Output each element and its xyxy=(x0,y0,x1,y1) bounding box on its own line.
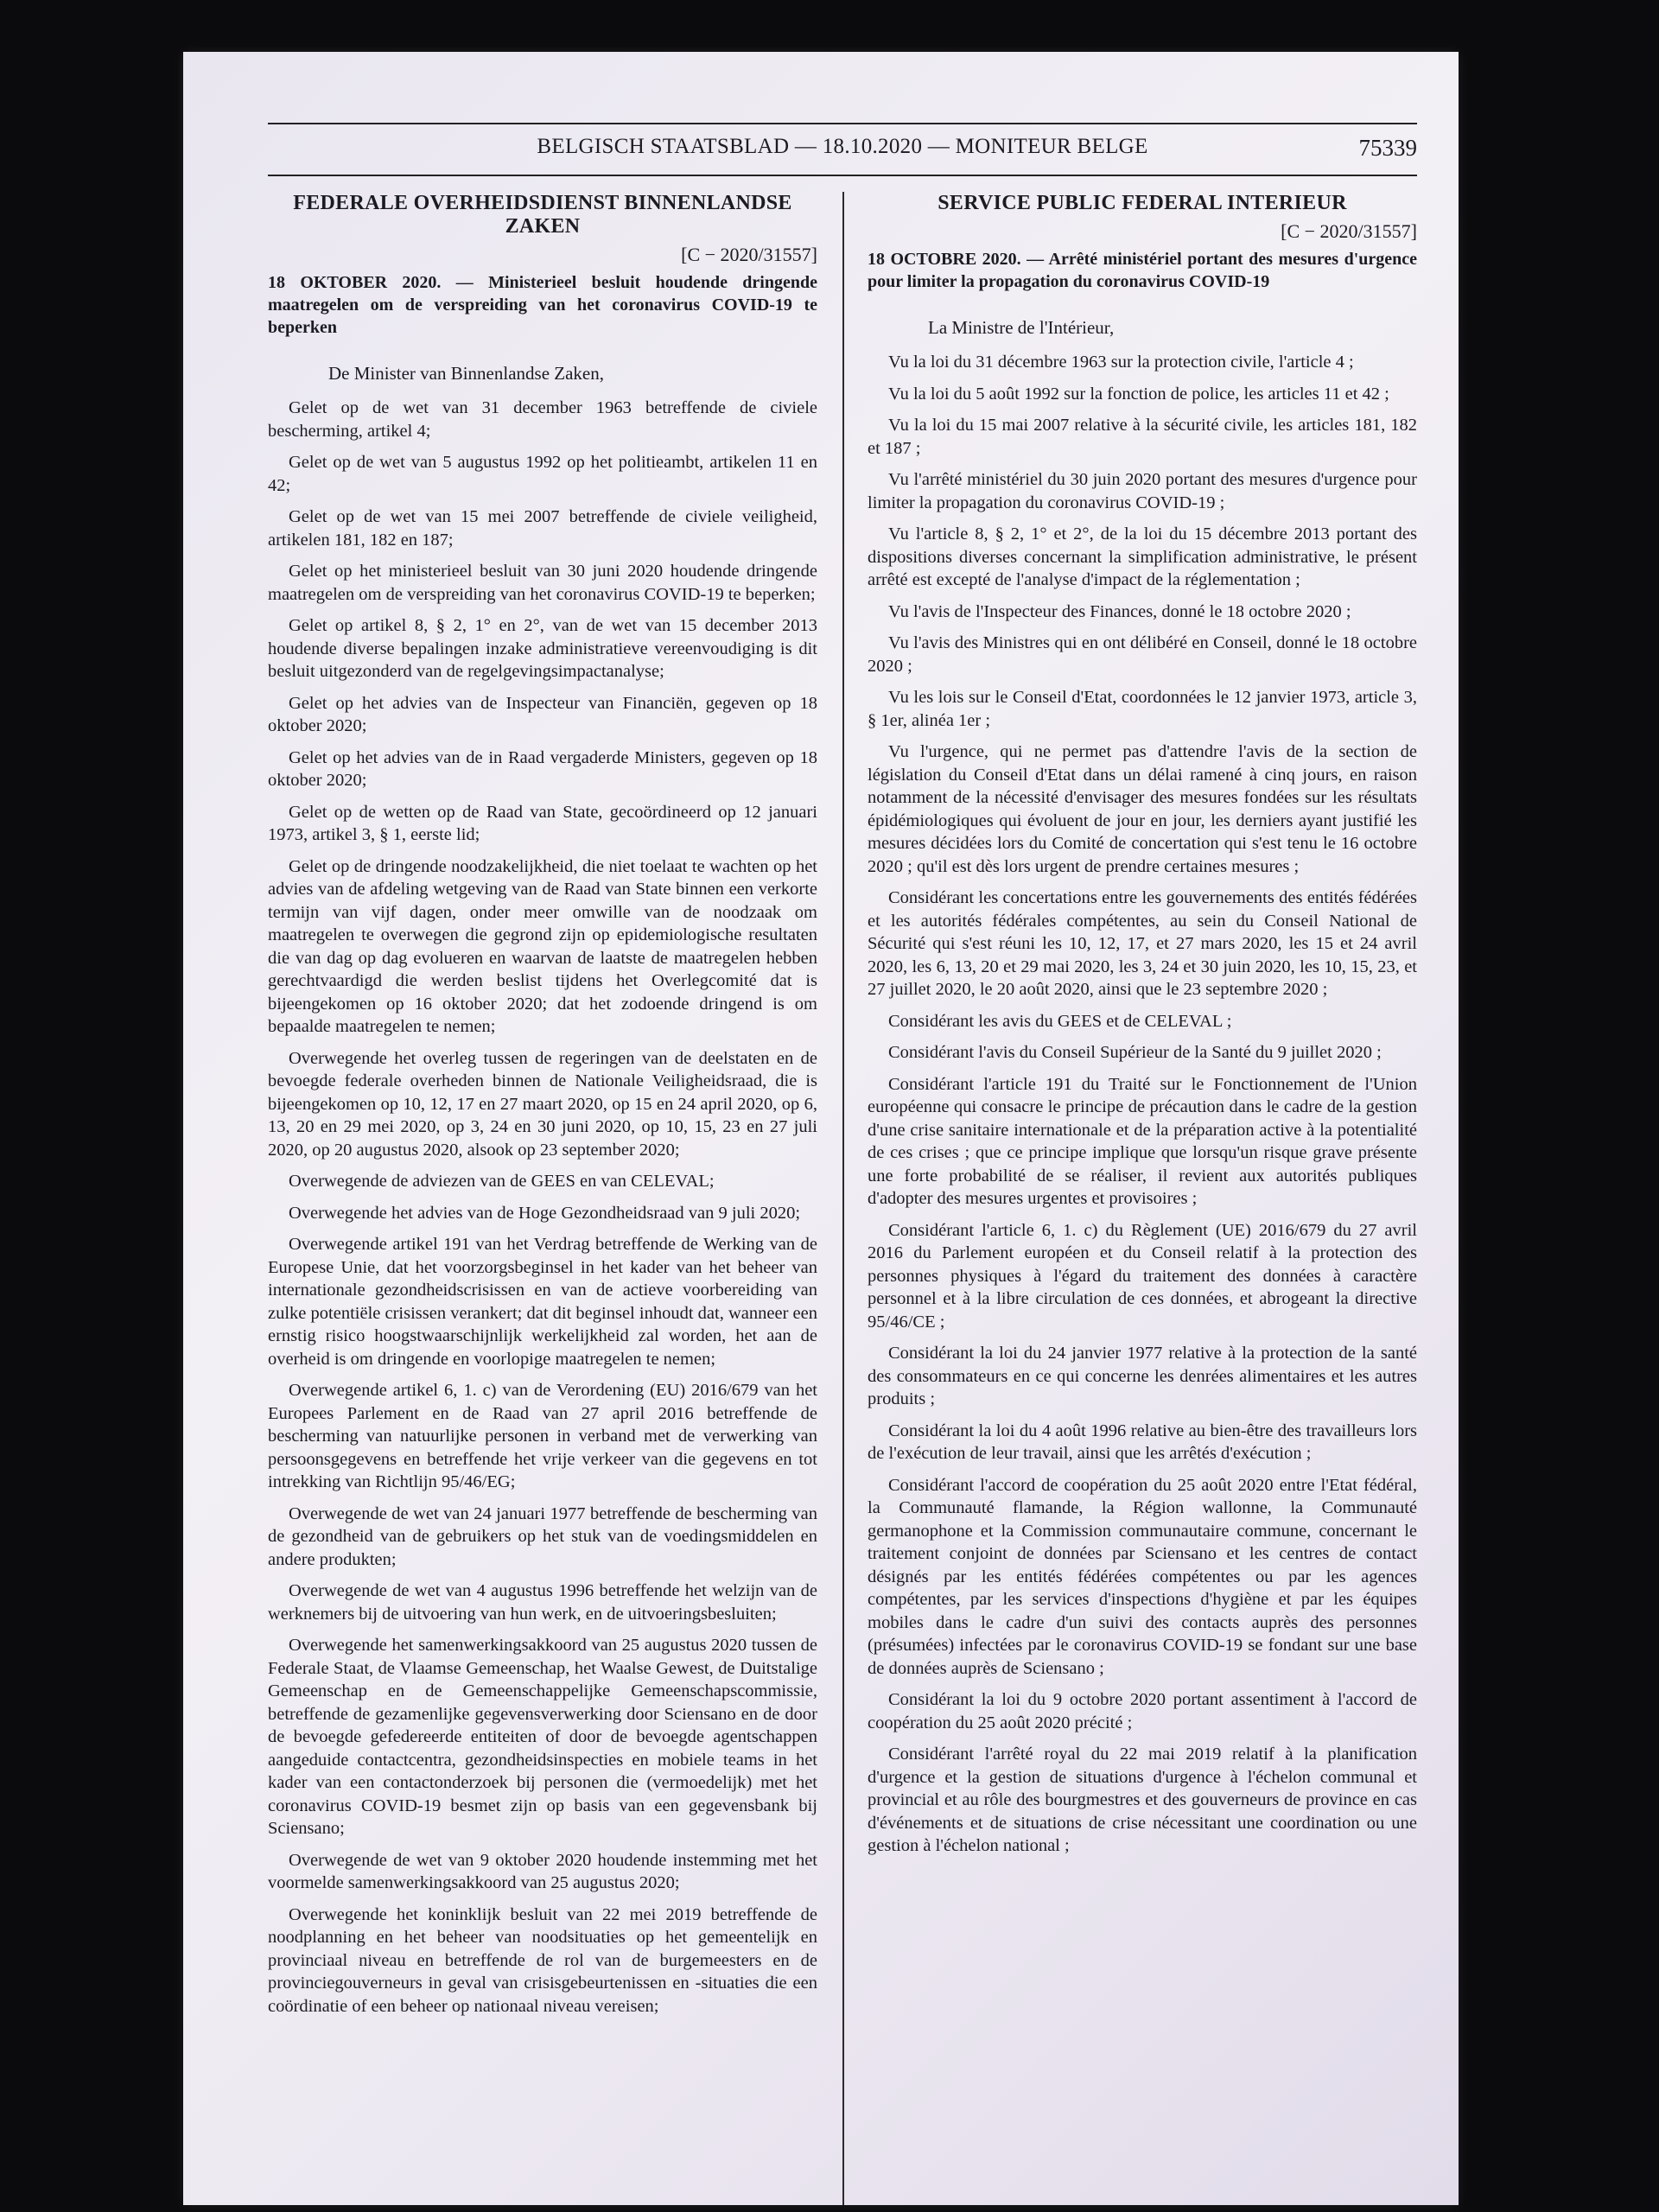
french-column xyxy=(868,192,1417,1866)
french-paragraph: Vu l'urgence, qui ne permet pas d'attendre l'avis de la section de législation du Conseil d'Etat dans un délai ramené à cinq jours, en raison notamment de la nécessité d'envisager des mesures fondées sur les résultats épidémiologiques qui évoluent de jour en jour, les derniers ayant justifié les mesures décidées lors du Comité de concertation qui s'est tenu le 16 octobre 2020 ; qu'il est dès lors urgent de prendre certaines mesures ; xyxy=(868,742,1417,876)
column-divider xyxy=(842,192,844,2205)
french-paragraph: Considérant la loi du 24 janvier 1977 relative à la protection de la santé des consommateurs en ce qui concerne les denrées alimentaires et les autres produits ; xyxy=(868,1344,1417,1408)
dutch-paragraph: Overwegende het koninklijk besluit van 22 mei 2019 betreffende de noodplanning en het beheer van noodsituaties op het gemeentelijk en provinciaal niveau en betreffende de rol van de burgemeesters en de provinciegouverneurs in geval van crisisgebeurtenissen en -situaties die een coördinatie of een beheer op nationaal niveau vereisen; xyxy=(268,1904,817,2016)
header-rule-top xyxy=(268,123,1417,124)
gazette-header-title: BELGISCH STAATSBLAD — 18.10.2020 — MONITEUR BELGE xyxy=(537,135,1148,158)
french-paragraph: Vu la loi du 5 août 1992 sur la fonction de police, les articles 11 et 42 ; xyxy=(888,384,1389,404)
dutch-paragraph: Overwegende de adviezen van de GEES en van CELEVAL; xyxy=(289,1172,715,1191)
french-paragraph: Considérant l'arrêté royal du 22 mai 2019 relatif à la planification d'urgence et la gestion de situations d'urgence à l'échelon communal et provincial et au rôle des bourgmestres et des gouverneurs de province en cas d'événements et de situations de crise nécessitant une coordination ou une gestion à l'échelon national ; xyxy=(868,1745,1417,1855)
french-paragraph: Vu la loi du 15 mai 2007 relative à la sécurité civile, les articles 181, 182 et 187 ; xyxy=(868,416,1417,458)
dutch-paragraph: Overwegende het samenwerkingsakkoord van 25 augustus 2020 tussen de Federale Staat, de Vlaamse Gemeenschap, het Waalse Gewest, de Duitstalige Gemeenschap en de Gemeenschappelijke Gemeenschapscommissie, betreffende de gezamenlijke gegevensverwerking door Sciensano en de door de bevoegde gefedereerde entiteiten of door de bevoegde agentschappen aangeduide contactcentra, gezondheidsinspecties en mobiele teams in het kader van een contactonderzoek bij personen die (vermoedelijk) met het coronavirus COVID-19 besmet zijn op basis van een gegevensbank bij Sciensano; xyxy=(268,1636,817,1838)
photographed-screen xyxy=(183,52,1459,2205)
french-department: SERVICE PUBLIC FEDERAL INTERIEUR xyxy=(938,192,1347,214)
dutch-paragraph: Gelet op de wet van 15 mei 2007 betreffende de civiele veiligheid, artikelen 181, 182 en 187; xyxy=(268,507,817,550)
gazette-page xyxy=(268,71,1417,2196)
dutch-paragraph: Overwegende artikel 6, 1. c) van de Verordening (EU) 2016/679 van het Europees Parlement en de Raad van 27 april 2016 betreffende de bescherming van natuurlijke personen in verband met de verwerking van persoonsgegevens en betreffende het vrije verkeer van die gegevens en tot intrekking van Richtlijn 95/46/EG; xyxy=(268,1381,817,1491)
french-paragraph: Vu l'avis de l'Inspecteur des Finances, donné le 18 octobre 2020 ; xyxy=(888,601,1351,621)
french-paragraph: Vu l'avis des Ministres qui en ont délibéré en Conseil, donné le 18 octobre 2020 ; xyxy=(868,633,1417,676)
dutch-column xyxy=(268,192,817,2026)
page-number: 75339 xyxy=(1358,135,1417,161)
dutch-paragraph: Overwegende artikel 191 van het Verdrag betreffende de Werking van de Europese Unie, dat het voorzorgsbeginsel in het kader van het beheer van internationale gezondheidscrisissen en van de actieve voorbereiding van zulke potentiële crisissen verankert; dat dit beginsel inhoudt dat, wanneer een ernstig risico hoogstwaarschijnlijk werkelijkheid zal worden, het aan de overheid is om dringende en voorlopige maatregelen te nemen; xyxy=(268,1235,817,1369)
dutch-department: FEDERALE OVERHEIDSDIENST BINNENLANDSE ZAKEN xyxy=(293,192,792,238)
french-paragraph: Vu les lois sur le Conseil d'Etat, coordonnées le 12 janvier 1973, article 3, § 1er, alinéa 1er ; xyxy=(868,688,1417,730)
dutch-paragraph: Gelet op het ministerieel besluit van 30 juni 2020 houdende dringende maatregelen om de verspreiding van het coronavirus COVID-19 te beperken; xyxy=(268,562,817,604)
french-paragraph: Considérant la loi du 4 août 1996 relative au bien-être des travailleurs lors de l'exécution de leur travail, ainsi que les arrêtés d'exécution ; xyxy=(868,1421,1417,1463)
dutch-paragraph: Overwegende het overleg tussen de regeringen van de deelstaten en de bevoegde federale overheden binnen de Nationale Veiligheidsraad, die is bijeengekomen op 10, 12, 17 en 27 maart 2020, op 15 en 24 april 2020, op 6, 13, 20 en 29 mei 2020, op 3, 24 en 30 juni 2020, op 10, 15, 23 en 27 juli 2020, op 20 augustus 2020, alsook op 23 september 2020; xyxy=(268,1048,817,1160)
dutch-paragraph: Gelet op het advies van de Inspecteur van Financiën, gegeven op 18 oktober 2020; xyxy=(268,693,817,735)
french-paragraph: Vu l'article 8, § 2, 1° et 2°, de la loi du 15 décembre 2013 portant des dispositions diverses concernant la simplification administrative, le présent arrêté est excepté de l'analyse d'impact de la réglementation ; xyxy=(868,524,1417,589)
dutch-title: 18 OKTOBER 2020. — Ministerieel besluit houdende dringende maatregelen om de verspreiding van het coronavirus COVID-19 te beperken xyxy=(268,273,817,337)
dutch-paragraph: Gelet op de wet van 5 augustus 1992 op het politieambt, artikelen 11 en 42; xyxy=(268,453,817,495)
french-paragraph: Considérant l'article 191 du Traité sur le Fonctionnement de l'Union européenne qui consacre le principe de précaution dans le cadre de la gestion d'une crise sanitaire internationale et de la préparation active à la potentialité de ces crises ; que ce principe implique que lorsqu'un risque grave présente une forte probabilité de se réaliser, il revient aux autorités publiques d'adopter des mesures urgentes et provisoires ; xyxy=(868,1074,1417,1208)
header-rule-bottom xyxy=(268,175,1417,176)
french-paragraph: Vu la loi du 31 décembre 1963 sur la protection civile, l'article 4 ; xyxy=(888,353,1354,372)
dutch-paragraph: Gelet op het advies van de in Raad vergaderde Ministers, gegeven op 18 oktober 2020; xyxy=(268,747,817,790)
dutch-paragraph: Overwegende de wet van 24 januari 1977 betreffende de bescherming van de gezondheid van de gebruikers op het stuk van de voedingsmiddelen en andere produkten; xyxy=(268,1503,817,1569)
dutch-paragraph: Gelet op de wet van 31 december 1963 betreffende de civiele bescherming, artikel 4; xyxy=(268,398,817,441)
french-paragraph: Considérant la loi du 9 octobre 2020 portant assentiment à l'accord de coopération du 25 août 2020 précité ; xyxy=(868,1690,1417,1732)
french-paragraph: Considérant l'accord de coopération du 25 août 2020 entre l'Etat fédéral, la Communauté flamande, la Région wallonne, la Communauté germanophone et la Commission communautaire commune, concernant le traitement conjoint de données par Sciensano et les centres de contact désignés par les entités fédérées compétentes ou par les agences compétentes, par les services d'inspections d'hygiène et par les équipes mobiles dans le cadre d'un suivi des contacts auprès des personnes (présumées) infectées par le coronavirus COVID-19 se fondant sur une base de données auprès de Sciensano ; xyxy=(868,1475,1417,1678)
french-minister: La Ministre de l'Intérieur, xyxy=(928,317,1115,338)
french-paragraph: Considérant les avis du GEES et de CELEVAL ; xyxy=(888,1011,1232,1031)
french-paragraph: Considérant l'article 6, 1. c) du Règlement (UE) 2016/679 du 27 avril 2016 du Parlement européen et du Conseil relatif à la protection des personnes physiques à l'égard du traitement des données à caractère personnel et à la libre circulation de ces données, et abrogeant la directive 95/46/CE ; xyxy=(868,1220,1417,1332)
french-reference: [C − 2020/31557] xyxy=(1281,220,1417,242)
dutch-reference: [C − 2020/31557] xyxy=(681,244,817,265)
dutch-paragraph: Overwegende het advies van de Hoge Gezondheidsraad van 9 juli 2020; xyxy=(289,1203,801,1223)
french-title: 18 OCTOBRE 2020. — Arrêté ministériel portant des mesures d'urgence pour limiter la propagation du coronavirus COVID-19 xyxy=(868,250,1417,291)
dutch-paragraph: Gelet op de wetten op de Raad van State, gecoördineerd op 12 januari 1973, artikel 3, § 1, eerste lid; xyxy=(268,802,817,844)
french-paragraph: Considérant les concertations entre les gouvernements des entités fédérées et les autorités fédérales compétentes, au sein du Conseil National de Sécurité qui s'est réuni les 10, 12, 17, et 27 mars 2020, les 15 et 24 avril 2020, les 6, 13, 20 et 29 mai 2020, les 3, 24 et 30 juin 2020, les 10, 15, 23, et 27 juillet 2020, le 20 août 2020, ainsi que le 23 septembre 2020 ; xyxy=(868,888,1417,999)
dutch-paragraph: Overwegende de wet van 9 oktober 2020 houdende instemming met het voormelde samenwerkingsakkoord van 25 augustus 2020; xyxy=(268,1850,817,1892)
dutch-minister: De Minister van Binnenlandse Zaken, xyxy=(328,363,604,384)
french-paragraph: Considérant l'avis du Conseil Supérieur de la Santé du 9 juillet 2020 ; xyxy=(888,1043,1382,1062)
dutch-paragraph: Gelet op de dringende noodzakelijkheid, die niet toelaat te wachten op het advies van de afdeling wetgeving van de Raad van State binnen een verkorte termijn van vijf dagen, onder meer omwille van de noodzaak om maatregelen te overwegen die gegrond zijn op epidemiologische resultaten die van dag op dag evolueren en waarvan de laatste de maatregelen hebben gerechtvaardigd die werden beslist tijdens het Overlegcomité dat is bijeengekomen op 16 oktober 2020; dat het zodoende dringend is om bepaalde maatregelen te nemen; xyxy=(268,856,817,1036)
dutch-paragraph: Gelet op artikel 8, § 2, 1° en 2°, van de wet van 15 december 2013 houdende diverse bepalingen inzake administratieve vereenvoudiging is dit besluit uitgezonderd van de regelgevingsimpactanalyse; xyxy=(268,616,817,681)
dutch-paragraph: Overwegende de wet van 4 augustus 1996 betreffende het welzijn van de werknemers bij de uitvoering van hun werk, en de uitvoeringsbesluiten; xyxy=(268,1581,817,1624)
french-paragraph: Vu l'arrêté ministériel du 30 juin 2020 portant des mesures d'urgence pour limiter la propagation du coronavirus COVID-19 ; xyxy=(868,470,1417,512)
